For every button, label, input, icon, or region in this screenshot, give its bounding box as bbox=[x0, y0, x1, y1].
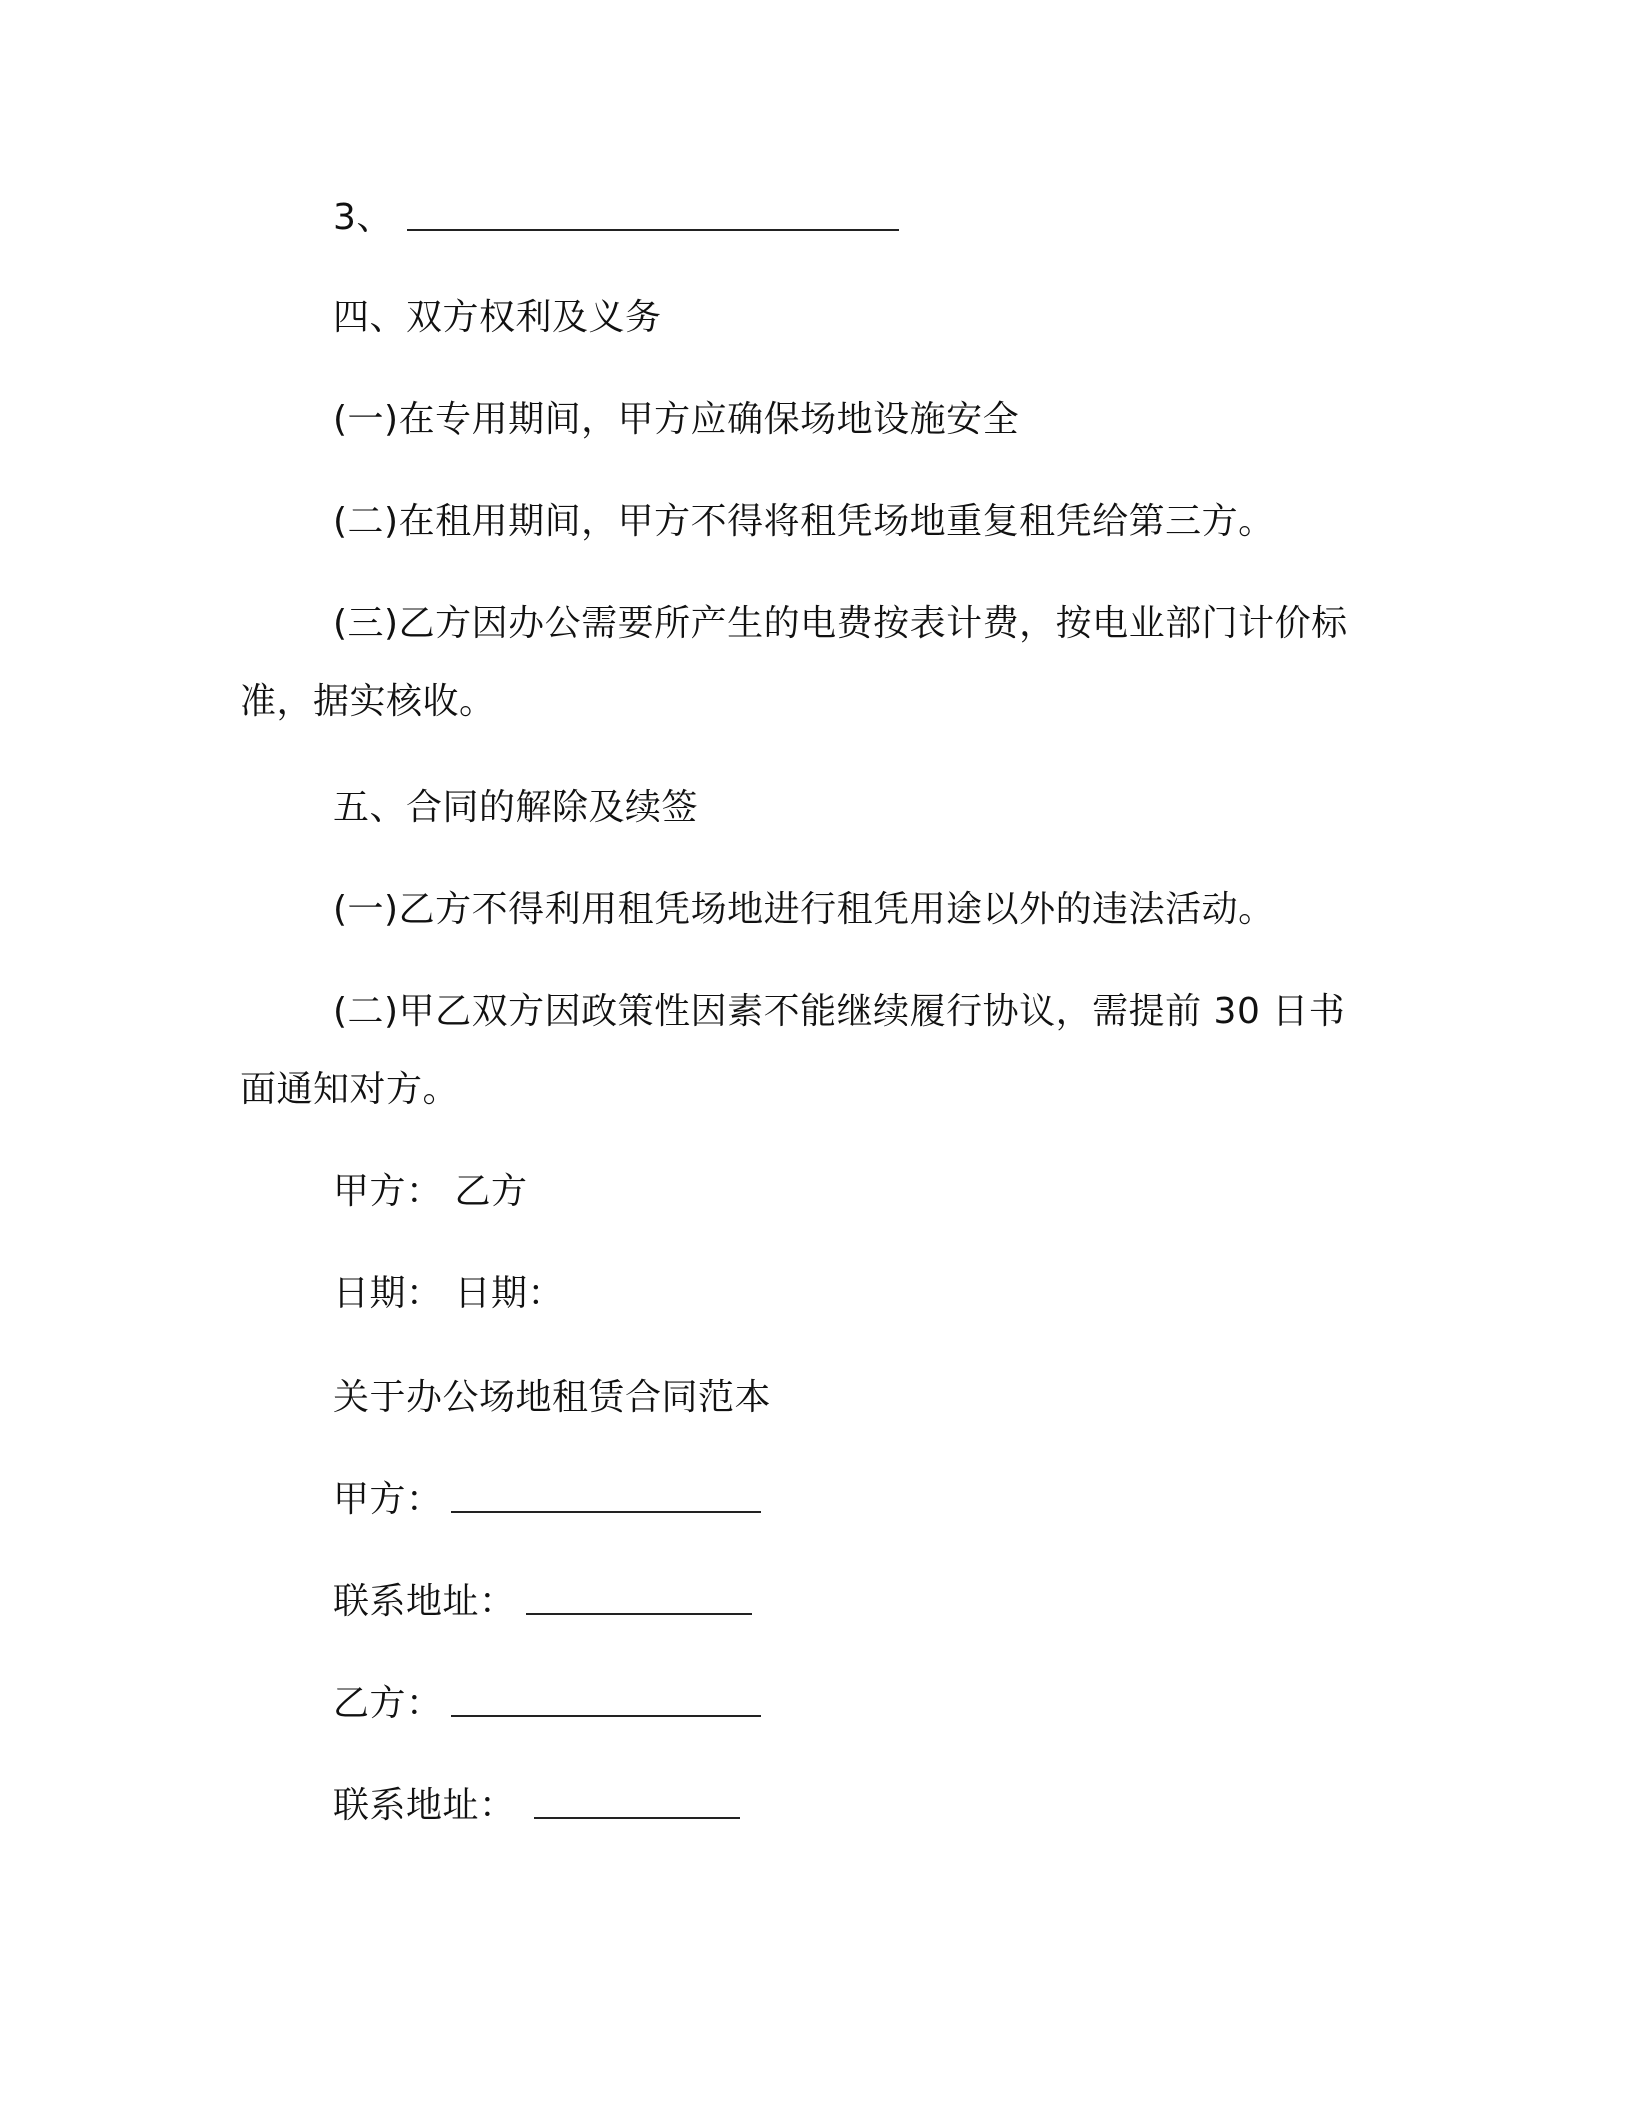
party-b-blank-line bbox=[451, 1685, 761, 1717]
section-4-clause-2: (二)在租用期间，甲方不得将租凭场地重复租凭给第三方。 bbox=[333, 501, 1275, 542]
item-3 bbox=[333, 196, 899, 240]
section-5-title: 五、合同的解除及续签 bbox=[333, 787, 699, 828]
party-b-label: 乙方： bbox=[333, 1683, 443, 1724]
party-a-label: 甲方： bbox=[333, 1479, 443, 1520]
signature-parties: 甲方： 乙方 bbox=[333, 1171, 528, 1212]
section-5-clause-2-line-1: (二)甲乙双方因政策性因素不能继续履行协议，需提前 30 日书 bbox=[333, 991, 1346, 1032]
item-3-number: 3、 bbox=[333, 197, 393, 238]
contract-title: 关于办公场地租赁合同范本 bbox=[333, 1377, 772, 1418]
section-4-clause-3-line-2: 准，据实核收。 bbox=[240, 681, 496, 722]
party-a-row bbox=[333, 1478, 761, 1522]
party-a-address-blank-line bbox=[526, 1583, 752, 1615]
party-b-address-label: 联系地址： bbox=[333, 1785, 516, 1826]
party-a-address-row bbox=[333, 1580, 752, 1624]
party-a-blank-line bbox=[451, 1481, 761, 1513]
section-4-title: 四、双方权利及义务 bbox=[333, 297, 662, 338]
party-b-row bbox=[333, 1682, 761, 1726]
section-4-clause-1: (一)在专用期间，甲方应确保场地设施安全 bbox=[333, 399, 1020, 440]
party-a-address-label: 联系地址： bbox=[333, 1581, 516, 1622]
section-4-clause-3-line-1: (三)乙方因办公需要所产生的电费按表计费，按电业部门计价标 bbox=[333, 603, 1348, 644]
signature-dates: 日期： 日期： bbox=[333, 1273, 564, 1314]
party-b-address-blank-line bbox=[534, 1787, 740, 1819]
section-5-clause-1: (一)乙方不得利用租凭场地进行租凭用途以外的违法活动。 bbox=[333, 889, 1275, 930]
section-5-clause-2-line-2: 面通知对方。 bbox=[240, 1069, 460, 1110]
party-b-address-row bbox=[333, 1784, 740, 1828]
item-3-blank-line bbox=[407, 199, 899, 231]
